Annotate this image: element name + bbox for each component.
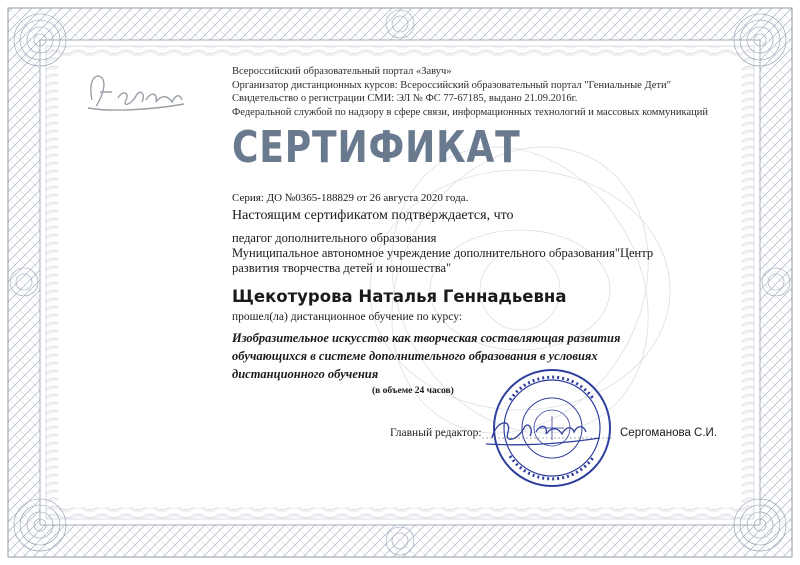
organization-line-1: Муниципальное автономное учреждение дополнительного образования"Центр [232, 246, 654, 260]
recipient-position: педагог дополнительного образования [232, 231, 437, 245]
confirmation-text: Настоящим сертификатом подтверждается, что [232, 208, 514, 223]
certificate-title: СЕРТИФИКАТ [232, 122, 521, 173]
organization-line-2: развития творчества детей и юношества" [232, 261, 452, 275]
header-line-registration: Свидетельство о регистрации СМИ: ЭЛ № ФС 77-67185, выдано 21.09.2016г. [232, 93, 578, 105]
course-intro: прошел(ла) дистанционное обучение по курсу: [232, 311, 463, 323]
editor-label: Главный редактор: [390, 427, 482, 439]
series-number: Серия: ДО №0365-188829 от 26 августа 2020 года. [232, 192, 469, 204]
course-title-line-1: Изобразительное искусство как творческая составляющая развития [232, 331, 621, 345]
header-line-portal: Всероссийский образовательный портал «Завуч» [232, 66, 452, 77]
course-hours: (в объеме 24 часов) [372, 386, 454, 396]
header-line-organizer: Организатор дистанционных курсов: Всероссийский образовательный портал "Гениальные Дети" [232, 79, 671, 91]
editor-name: Сергоманова С.И. [620, 427, 718, 439]
header-line-authority: Федеральной службой по надзору в сфере связи, информационных технологий и массовых коммуникаций [232, 106, 709, 118]
recipient-name: Щекотурова Наталья Геннадьевна [232, 287, 567, 306]
zavuch-logo-icon [88, 76, 184, 110]
course-title-line-2: обучающихся в системе дополнительного образования в условиях [232, 349, 598, 363]
course-title-line-3: дистанционного обучения [232, 367, 379, 381]
